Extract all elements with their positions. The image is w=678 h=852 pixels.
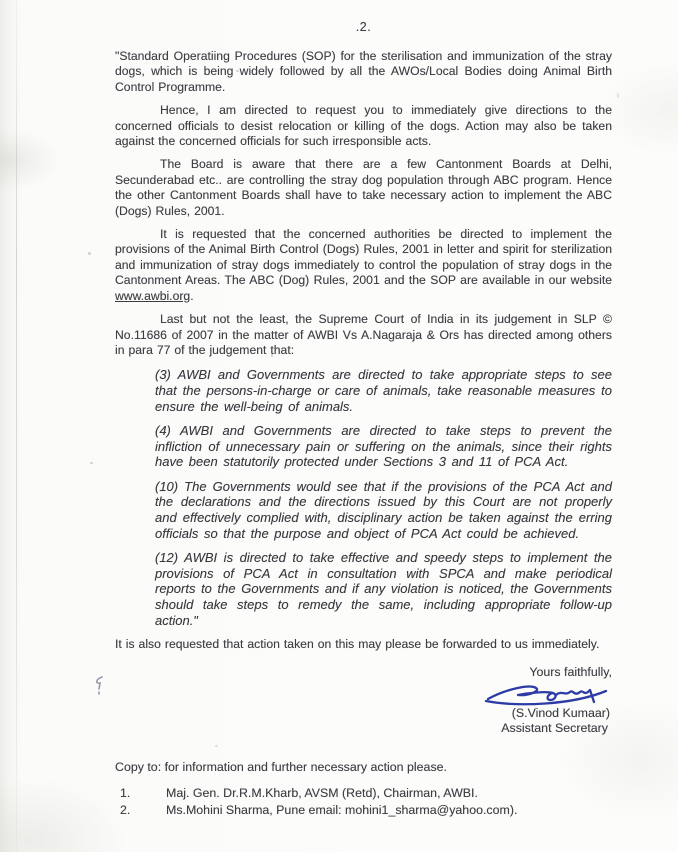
copy-to-item-text: Ms.Mohini Sharma, Pune email: mohini1_sharma@yahoo.com). <box>166 802 518 817</box>
handwritten-tick-mark <box>92 674 108 700</box>
paragraph-requested-end: . <box>190 288 194 303</box>
paragraph-hence: Hence, I am directed to request you to immediately give directions to the concerned officials to desist relocation or killing of the dogs. Action may also be taken against the concerned officials for such irresponsible acts. <box>115 103 612 149</box>
copy-to-heading: Copy to: for information and further necessary action please. <box>115 759 447 774</box>
copy-to-block <box>115 760 612 819</box>
quote-para-10: (10) The Governments would see that if the provisions of the PCA Act and the declarations and the directions issued by this Court are not properly and effectively complied with, disciplinary action be taken against the erring officials so that the purpose and object of PCA Act could be achieved. <box>155 478 612 541</box>
paragraph-board: The Board is aware that there are a few Cantonment Boards at Delhi, Secunderabad etc.. are controlling the stray dog population through ABC program. Hence the other Cantonment Boards shall have to take necessary action to implement the ABC (Dogs) Rules, 2001. <box>115 157 612 218</box>
paragraph-sop: "Standard Operatiing Procedures (SOP) for the sterilisation and immunization of the stray dogs, which is being widely followed by all the AWOs/Local Bodies doing Animal Birth Control Programme. <box>115 49 612 94</box>
handwritten-signature <box>484 681 610 709</box>
copy-to-item-number: 2. <box>120 802 131 817</box>
page-number: .2. <box>355 20 372 34</box>
copy-to-item <box>115 785 612 802</box>
paragraph-action-taken: It is also requested that action taken on this may please be forwarded to us immediately. <box>115 637 600 652</box>
signature-block <box>115 665 612 736</box>
copy-to-item-text: Maj. Gen. Dr.R.M.Kharb, AVSM (Retd), Chairman, AWBI. <box>166 785 478 800</box>
quote-para-12: (12) AWBI is directed to take effective and speedy steps to implement the provisions of PCA Act in consultation with SPCA and make periodical reports to the Governments and if any violation is noticed, the Governments should take steps to remedy the same, including appropriate follow-up action." <box>155 550 613 628</box>
paragraph-requested <box>115 227 612 304</box>
signature-name: (S.Vinod Kumaar) <box>511 705 610 720</box>
paragraph-requested-text: It is requested that the concerned authorities be directed to implement the provisions of the Animal Birth Control (Dogs) Rules, 2001 in letter and spirit for sterilization and immunization of stray dogs immediately to control the population of stray dogs in the Cantonment Areas. The ABC (Dog) Rules, 2001 and the SOP are available in our website <box>115 227 612 288</box>
copy-to-list <box>115 785 612 819</box>
copy-to-item-number: 1. <box>120 785 131 800</box>
paragraph-supreme-court: Last but not the least, the Supreme Court of India in its judgement in SLP © No.11686 of 2007 in the matter of AWBI Vs A.Nagaraja & Ors has directed among others in para 77 of the judgement that: <box>115 312 612 357</box>
copy-to-item <box>115 802 612 819</box>
signature-title: Assistant Secretary <box>501 720 608 735</box>
website-link: www.awbi.org <box>115 288 191 303</box>
signature-salutation: Yours faithfully, <box>529 664 612 679</box>
quote-para-3: (3) AWBI and Governments are directed to take appropriate steps to see that the persons-in-charge or care of animals, take reasonable measures to ensure the well-being of animals. <box>155 367 612 414</box>
quote-para-4: (4) AWBI and Governments are directed to take steps to prevent the infliction of unnecessary pain or suffering on the animals, since their rights have been statutorily protected under Sections 3 and 11 of PCA Act. <box>155 423 612 470</box>
